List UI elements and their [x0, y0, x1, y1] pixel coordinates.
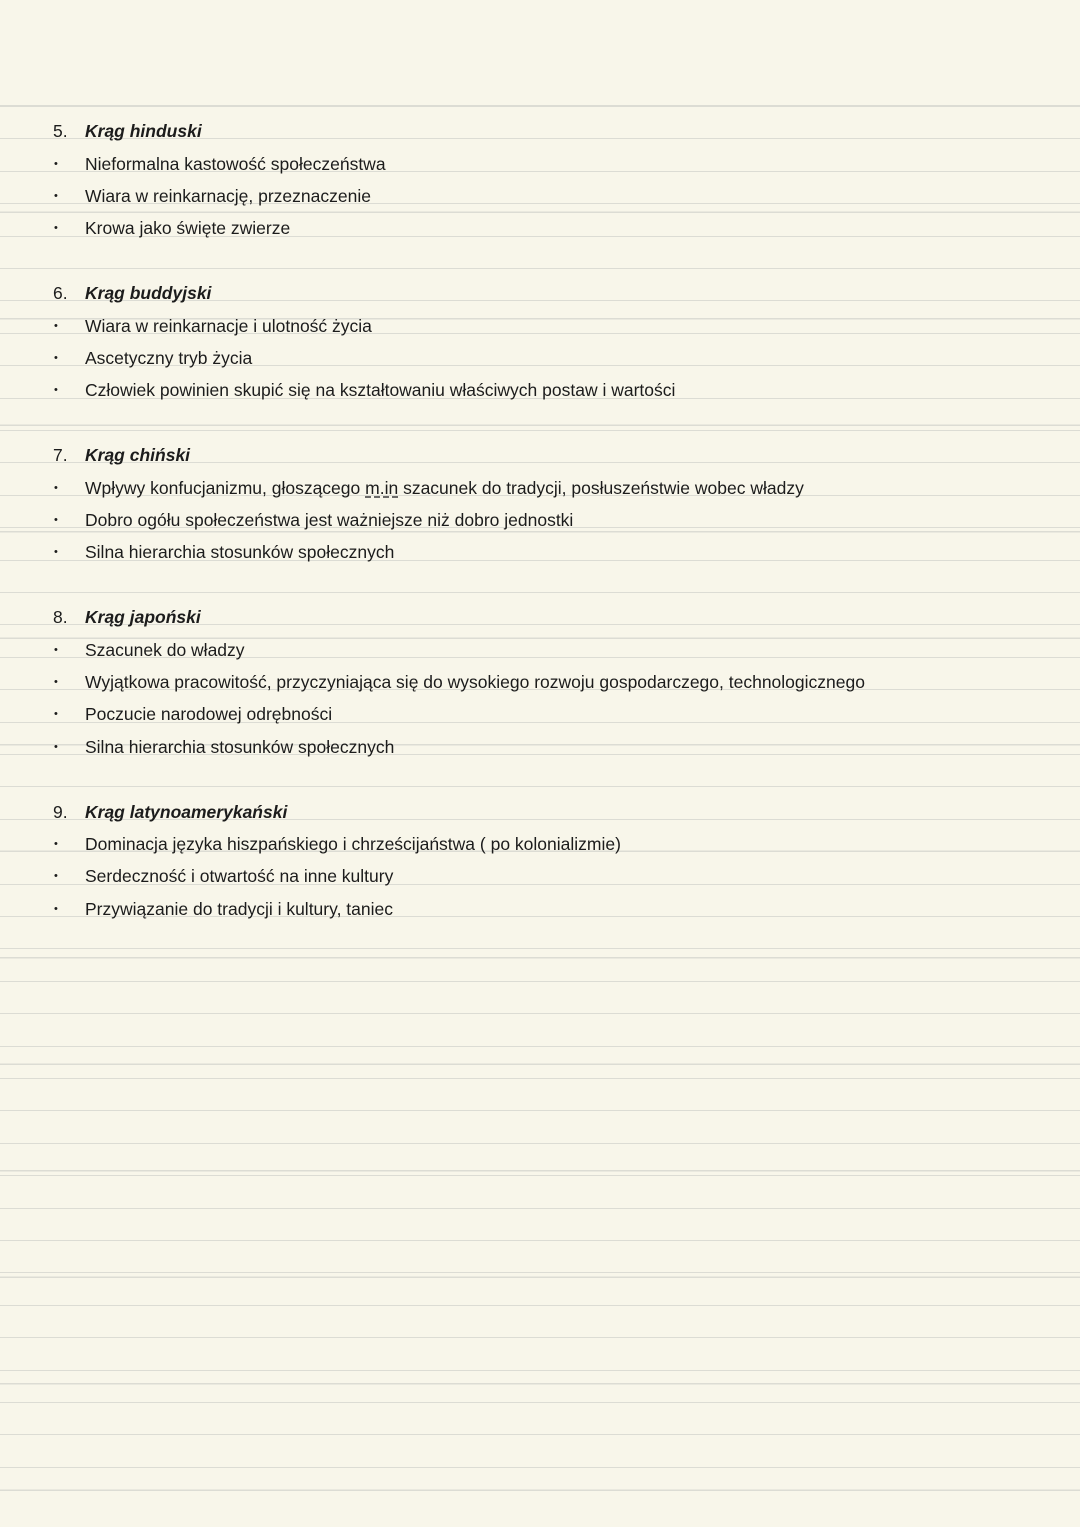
bullet-icon: • — [54, 158, 58, 170]
abbreviation: m.in — [365, 478, 399, 498]
list-item: • Serdeczność i otwartość na inne kultury — [0, 860, 1080, 892]
list-item: • Przywiązanie do tradycji i kultury, taniec — [0, 893, 1080, 925]
section-title: Krąg buddyjski — [85, 283, 212, 303]
section-title: Krąg latynoamerykański — [85, 802, 288, 822]
section-heading — [0, 601, 1080, 633]
bullet-icon: • — [54, 384, 58, 396]
section-number: 8. — [53, 607, 68, 627]
section-heading — [0, 439, 1080, 471]
list-item: • Człowiek powinien skupić się na kształtowaniu właściwych postaw i wartości — [0, 374, 1080, 406]
bullet-icon: • — [54, 741, 58, 753]
bullet-icon: • — [54, 870, 58, 882]
bullet-icon: • — [54, 644, 58, 656]
bullet-icon: • — [54, 676, 58, 688]
section-heading — [0, 796, 1080, 828]
list-item: • Dobro ogółu społeczeństwa jest ważniejsze niż dobro jednostki — [0, 504, 1080, 536]
section-number: 5. — [53, 121, 68, 141]
bullet-icon: • — [54, 838, 58, 850]
section-title: Krąg japoński — [85, 607, 201, 627]
bullet-icon: • — [54, 903, 58, 915]
list-item: • Krowa jako święte zwierze — [0, 212, 1080, 244]
section-number: 7. — [53, 445, 68, 465]
list-item: • Silna hierarchia stosunków społecznych — [0, 536, 1080, 568]
list-item: • Nieformalna kastowość społeczeństwa — [0, 148, 1080, 180]
section-title: Krąg hinduski — [85, 121, 202, 141]
list-item: • Poczucie narodowej odrębności — [0, 698, 1080, 730]
section-heading — [0, 277, 1080, 309]
list-item: • Wpływy konfucjanizmu, głoszącego m.in szacunek do tradycji, posłuszeństwie wobec władzy — [0, 472, 1080, 504]
section-number: 6. — [53, 283, 68, 303]
list-item: • Dominacja języka hiszpańskiego i chrześcijaństwa ( po kolonializmie) — [0, 828, 1080, 860]
list-item: • Szacunek do władzy — [0, 634, 1080, 666]
section-heading — [0, 115, 1080, 147]
section-title: Krąg chiński — [85, 445, 191, 465]
bullet-icon: • — [54, 222, 58, 234]
list-item: • Silna hierarchia stosunków społecznych — [0, 731, 1080, 763]
bullet-icon: • — [54, 352, 58, 364]
bullet-icon: • — [54, 708, 58, 720]
bullet-icon: • — [54, 514, 58, 526]
section-number: 9. — [53, 802, 68, 822]
bullet-icon: • — [54, 482, 58, 494]
list-item: • Wiara w reinkarnacje i ulotność życia — [0, 310, 1080, 342]
list-item: • Ascetyczny tryb życia — [0, 342, 1080, 374]
list-item: • Wyjątkowa pracowitość, przyczyniająca się do wysokiego rozwoju gospodarczego, technologicznego — [0, 666, 1080, 698]
list-item: • Wiara w reinkarnację, przeznaczenie — [0, 180, 1080, 212]
bullet-icon: • — [54, 190, 58, 202]
bullet-icon: • — [54, 320, 58, 332]
bullet-icon: • — [54, 546, 58, 558]
